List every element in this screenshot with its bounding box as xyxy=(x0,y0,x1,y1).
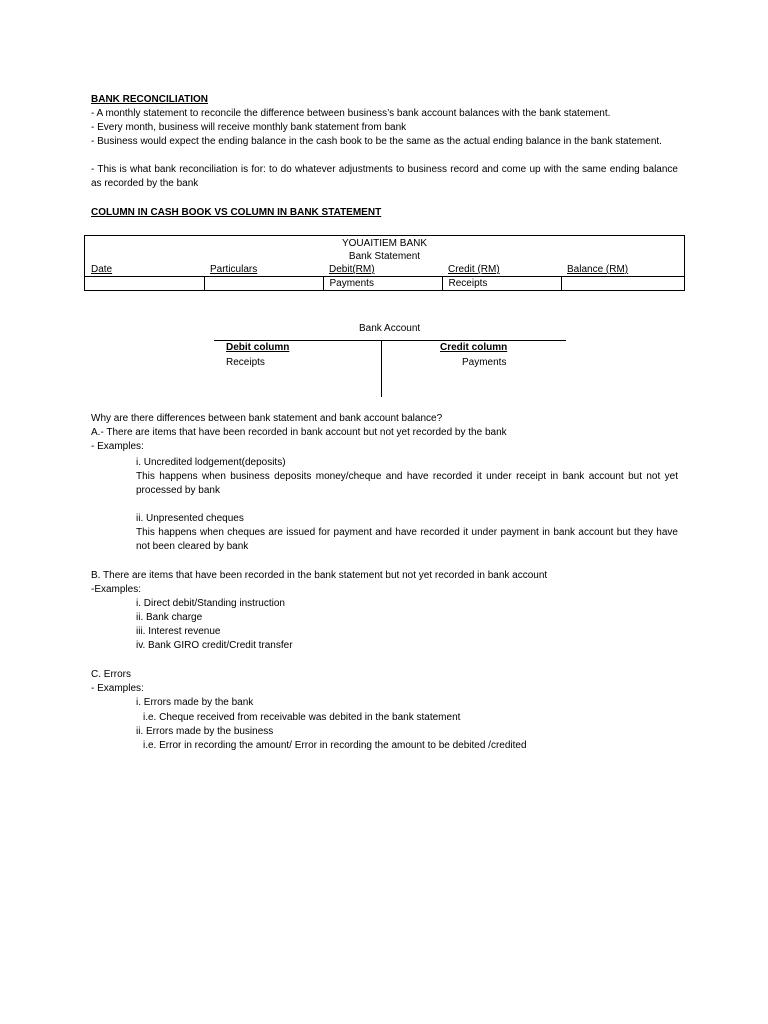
cell-date xyxy=(85,277,205,291)
c-item-1: i. Errors made by the bank xyxy=(136,697,254,708)
c-item-2: ii. Errors made by the business xyxy=(136,726,274,737)
bank-account-title: Bank Account xyxy=(359,323,421,334)
col-balance: Balance (RM) xyxy=(561,263,685,277)
intro-line-2: - Every month, business will receive monthly bank statement from bank xyxy=(91,122,407,133)
differences-question: Why are there differences between bank statement and bank account balance? xyxy=(91,413,443,424)
a-item-1-text: This happens when business deposits money/cheque and have recorded it under receipt in bank account but not yet processed by bank xyxy=(136,471,678,496)
bank-name: YOUAITIEM BANK xyxy=(85,236,685,251)
a-item-2-text: This happens when cheques are issued for payment and have recorded it under payment in bank account but they have not been cleared by bank xyxy=(136,527,678,552)
section-heading: COLUMN IN CASH BOOK VS COLUMN IN BANK STATEMENT xyxy=(91,207,382,218)
section-c-examples: - Examples: xyxy=(91,683,144,694)
b-item-3: iii. Interest revenue xyxy=(136,626,221,637)
debit-column-heading: Debit column xyxy=(226,342,290,353)
debit-column-item: Receipts xyxy=(226,357,265,368)
section-a-examples: - Examples: xyxy=(91,441,144,452)
statement-subtitle: Bank Statement xyxy=(85,250,685,263)
a-item-2-title: ii. Unpresented cheques xyxy=(136,513,244,524)
col-debit: Debit(RM) xyxy=(323,263,442,277)
cell-balance xyxy=(561,277,685,291)
c-item-2-example: i.e. Error in recording the amount/ Error in recording the amount to be debited /credited xyxy=(143,740,527,751)
section-a-heading: A.- There are items that have been recorded in bank account but not yet recorded by the bank xyxy=(91,427,507,438)
section-b-heading: B. There are items that have been recorded in the bank statement but not yet recorded in bank account xyxy=(91,570,548,581)
page-title: BANK RECONCILIATION xyxy=(91,94,209,105)
cell-debit: Payments xyxy=(323,277,442,291)
b-item-1: i. Direct debit/Standing instruction xyxy=(136,598,285,609)
t-account-divider xyxy=(381,340,382,397)
credit-column-heading: Credit column xyxy=(440,342,508,353)
b-item-2: ii. Bank charge xyxy=(136,612,203,623)
b-item-4: iv. Bank GIRO credit/Credit transfer xyxy=(136,640,293,651)
c-item-1-example: i.e. Cheque received from receivable was debited in the bank statement xyxy=(143,712,461,723)
section-c-heading: C. Errors xyxy=(91,669,131,680)
col-particulars: Particulars xyxy=(204,263,323,277)
a-item-1-title: i. Uncredited lodgement(deposits) xyxy=(136,457,286,468)
intro-line-3: - Business would expect the ending balance in the cash book to be the same as the actual ending balance in the bank statement. xyxy=(91,136,662,147)
col-credit: Credit (RM) xyxy=(442,263,561,277)
intro-line-4: - This is what bank reconciliation is for: to do whatever adjustments to business record and come up with the same ending balance as recorded by the bank xyxy=(91,164,678,189)
cell-credit: Receipts xyxy=(442,277,561,291)
intro-line-1: - A monthly statement to reconcile the difference between business’s bank account balances with the bank statement. xyxy=(91,108,611,119)
col-date: Date xyxy=(85,263,205,277)
credit-column-item: Payments xyxy=(462,357,507,368)
bank-statement-table xyxy=(84,235,685,291)
section-b-examples: -Examples: xyxy=(91,584,142,595)
cell-particulars xyxy=(204,277,323,291)
